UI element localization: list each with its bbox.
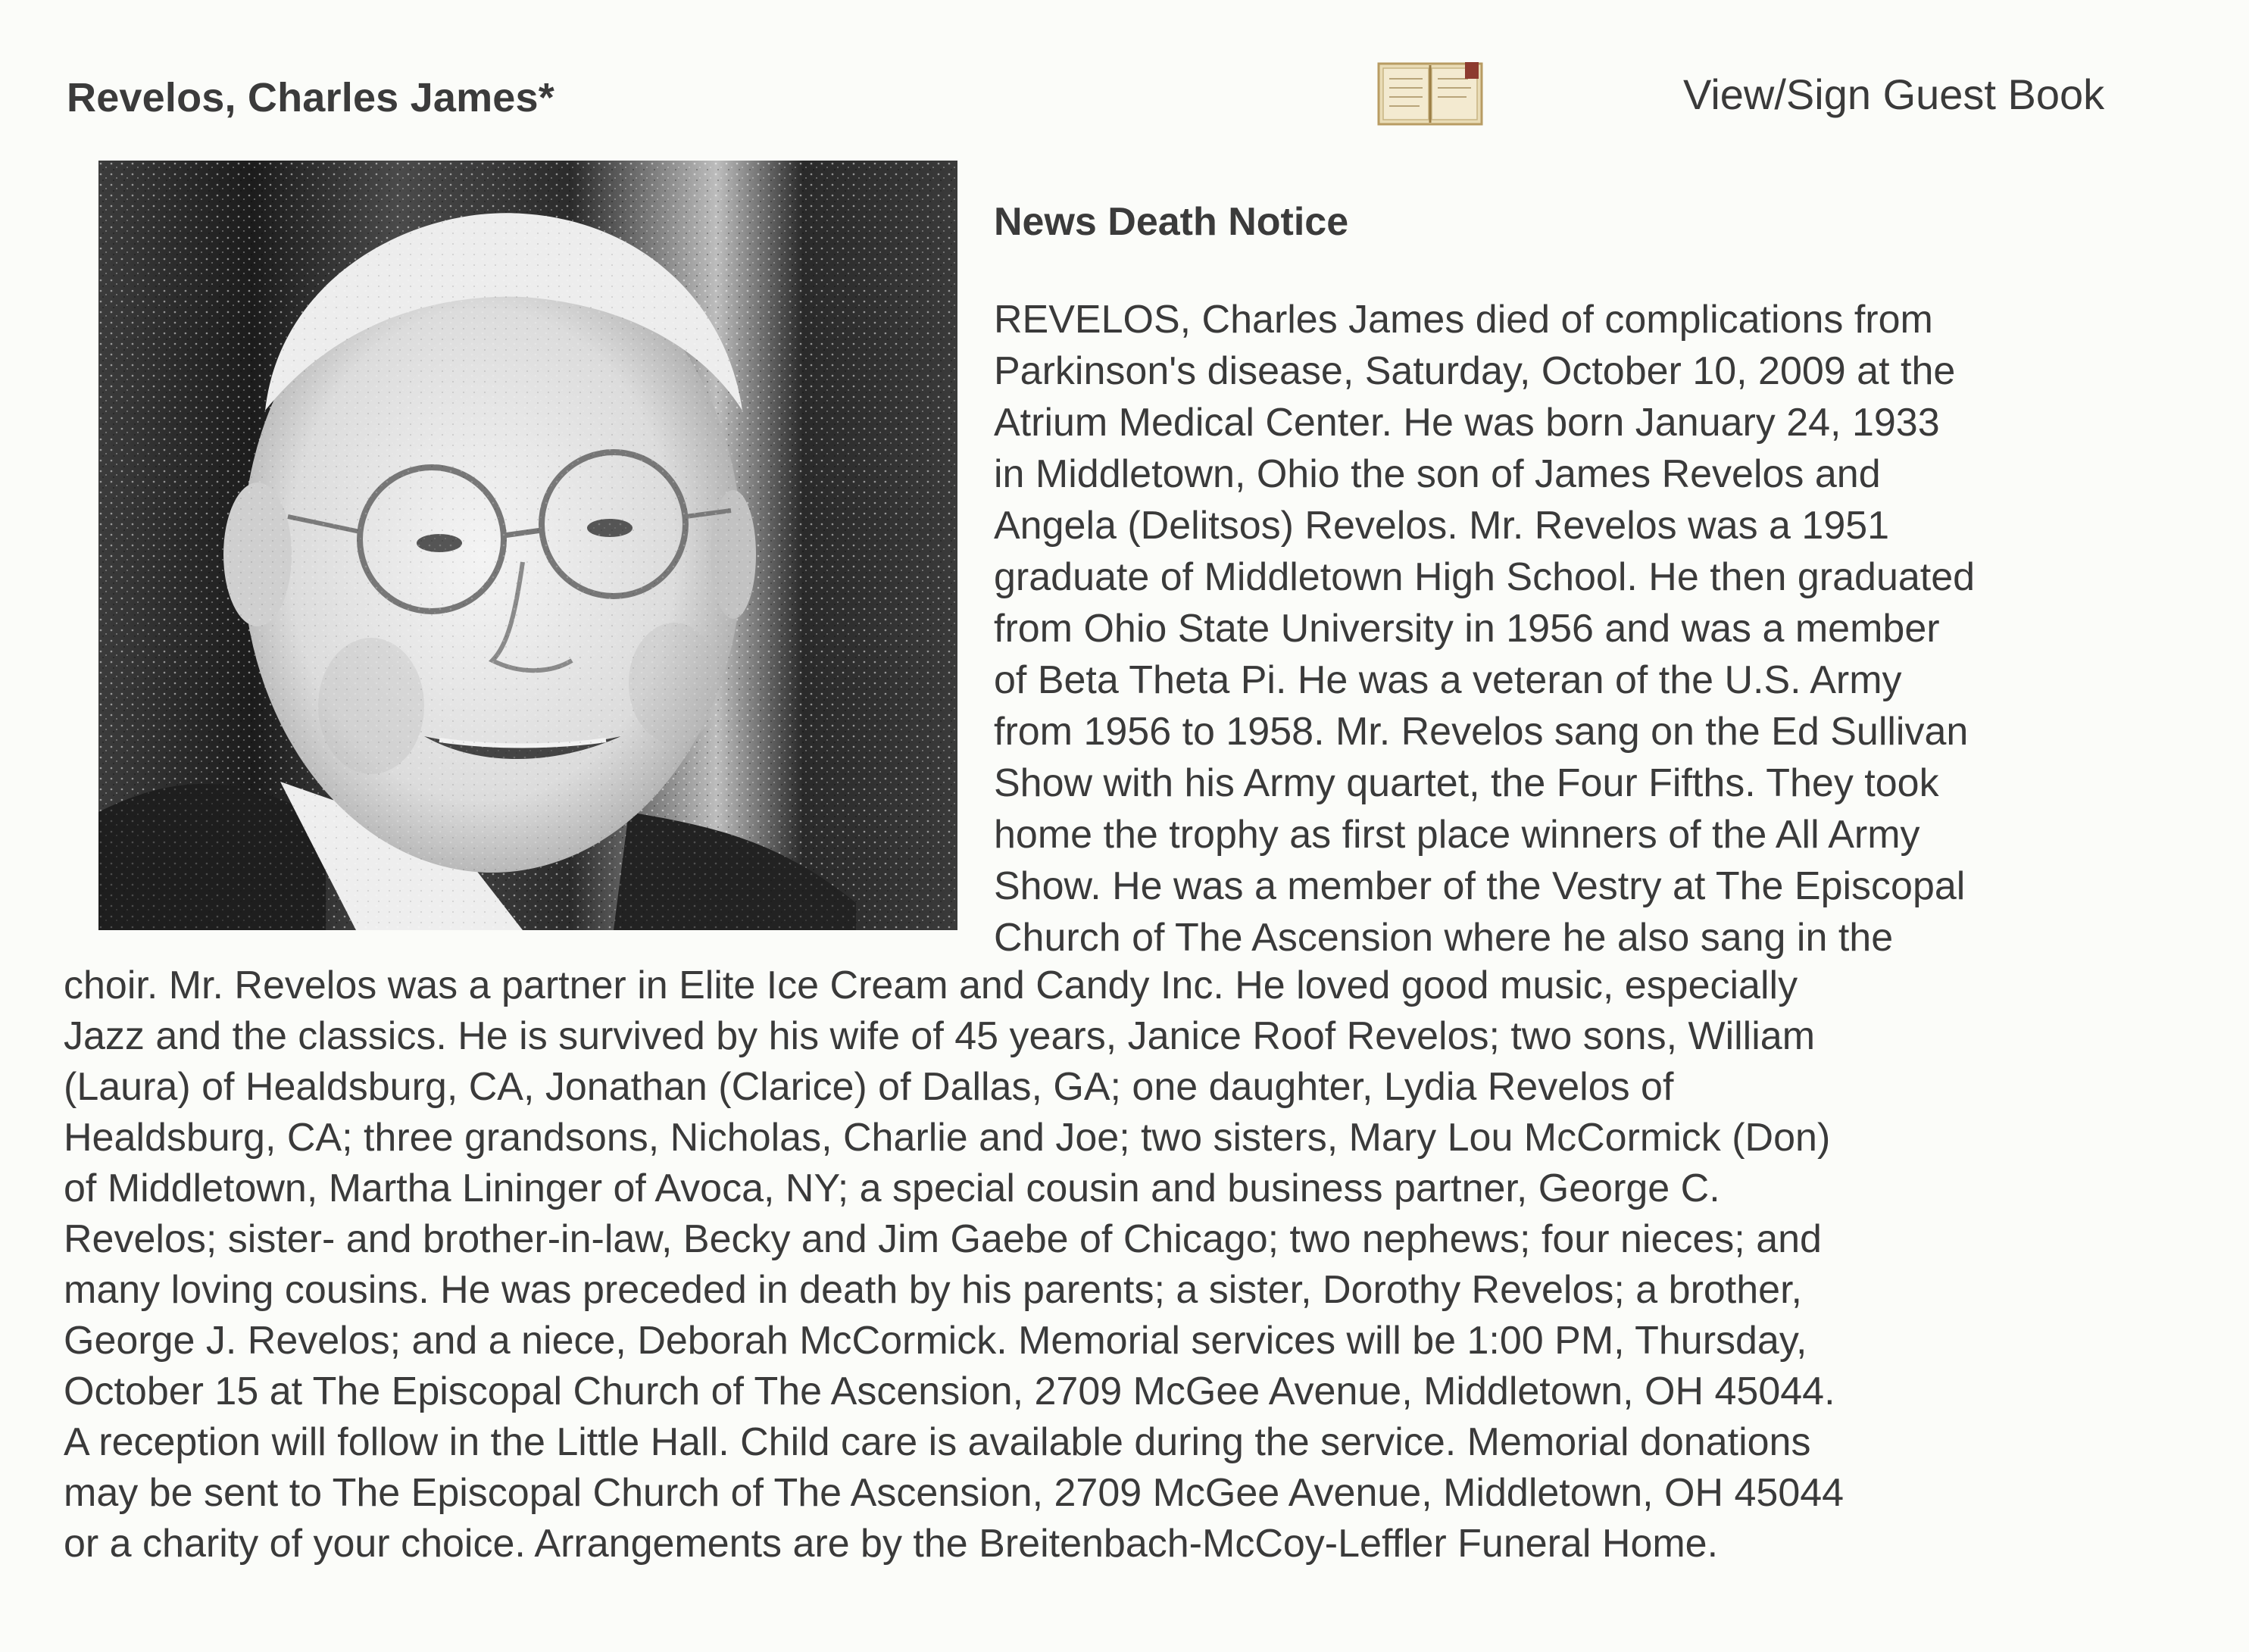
notice-line: home the trophy as first place winners of the All Army	[994, 813, 1920, 857]
notice-line: from Ohio State University in 1956 and was a member	[994, 607, 1940, 651]
view-sign-guest-book-link[interactable]: View/Sign Guest Book	[1683, 70, 2105, 118]
notice-line: choir. Mr. Revelos was a partner in Elite Ice Cream and Candy Inc. He loved good music, especially	[64, 963, 1798, 1007]
notice-line: of Middletown, Martha Lininger of Avoca, NY; a special cousin and business partner, George C.	[64, 1166, 1720, 1210]
notice-line: Church of The Ascension where he also sang in the	[994, 916, 1894, 960]
notice-line: or a charity of your choice. Arrangements are by the Breitenbach-McCoy-Leffler Funeral Home.	[64, 1522, 1719, 1566]
notice-text-right-column	[994, 294, 2213, 963]
notice-line: REVELOS, Charles James died of complications from	[994, 298, 1933, 342]
notice-line: Parkinson's disease, Saturday, October 10, 2009 at the	[994, 349, 1956, 393]
notice-line: Angela (Delitsos) Revelos. Mr. Revelos was a 1951	[994, 504, 1890, 548]
notice-line: may be sent to The Episcopal Church of The Ascension, 2709 McGee Avenue, Middletown, OH 45044	[64, 1471, 1844, 1515]
notice-line: George J. Revelos; and a niece, Deborah McCormick. Memorial services will be 1:00 PM, Thursday,	[64, 1319, 1807, 1363]
notice-title: News Death Notice	[994, 200, 1349, 244]
notice-line: A reception will follow in the Little Hall. Child care is available during the service. Memorial donations	[64, 1420, 1811, 1464]
notice-line: Jazz and the classics. He is survived by his wife of 45 years, Janice Roof Revelos; two sons, William	[64, 1014, 1816, 1058]
notice-line: from 1956 to 1958. Mr. Revelos sang on the Ed Sullivan	[994, 710, 1969, 754]
portrait-photo	[98, 161, 957, 930]
notice-line: Revelos; sister- and brother-in-law, Becky and Jim Gaebe of Chicago; two nephews; four nieces; and	[64, 1217, 1822, 1261]
notice-line: many loving cousins. He was preceded in death by his parents; a sister, Dorothy Revelos; a brother,	[64, 1268, 1802, 1312]
notice-line: October 15 at The Episcopal Church of The Ascension, 2709 McGee Avenue, Middletown, OH 45044.	[64, 1369, 1835, 1413]
notice-line: of Beta Theta Pi. He was a veteran of the U.S. Army	[994, 658, 1902, 702]
guest-book-icon[interactable]	[1377, 61, 1485, 127]
notice-line: graduate of Middletown High School. He then graduated	[994, 555, 1976, 599]
notice-line: Show with his Army quartet, the Four Fifths. They took	[994, 761, 1939, 805]
notice-line: in Middletown, Ohio the son of James Revelos and	[994, 452, 1881, 496]
notice-line: Healdsburg, CA; three grandsons, Nicholas, Charlie and Joe; two sisters, Mary Lou McCormick (Don)	[64, 1116, 1831, 1160]
notice-line: Show. He was a member of the Vestry at The Episcopal	[994, 864, 1966, 908]
notice-text-full-width	[64, 960, 2215, 1569]
deceased-name-heading: Revelos, Charles James*	[67, 75, 554, 120]
notice-line: Atrium Medical Center. He was born January 24, 1933	[994, 401, 1940, 445]
notice-line: (Laura) of Healdsburg, CA, Jonathan (Clarice) of Dallas, GA; one daughter, Lydia Revelos of	[64, 1065, 1674, 1109]
